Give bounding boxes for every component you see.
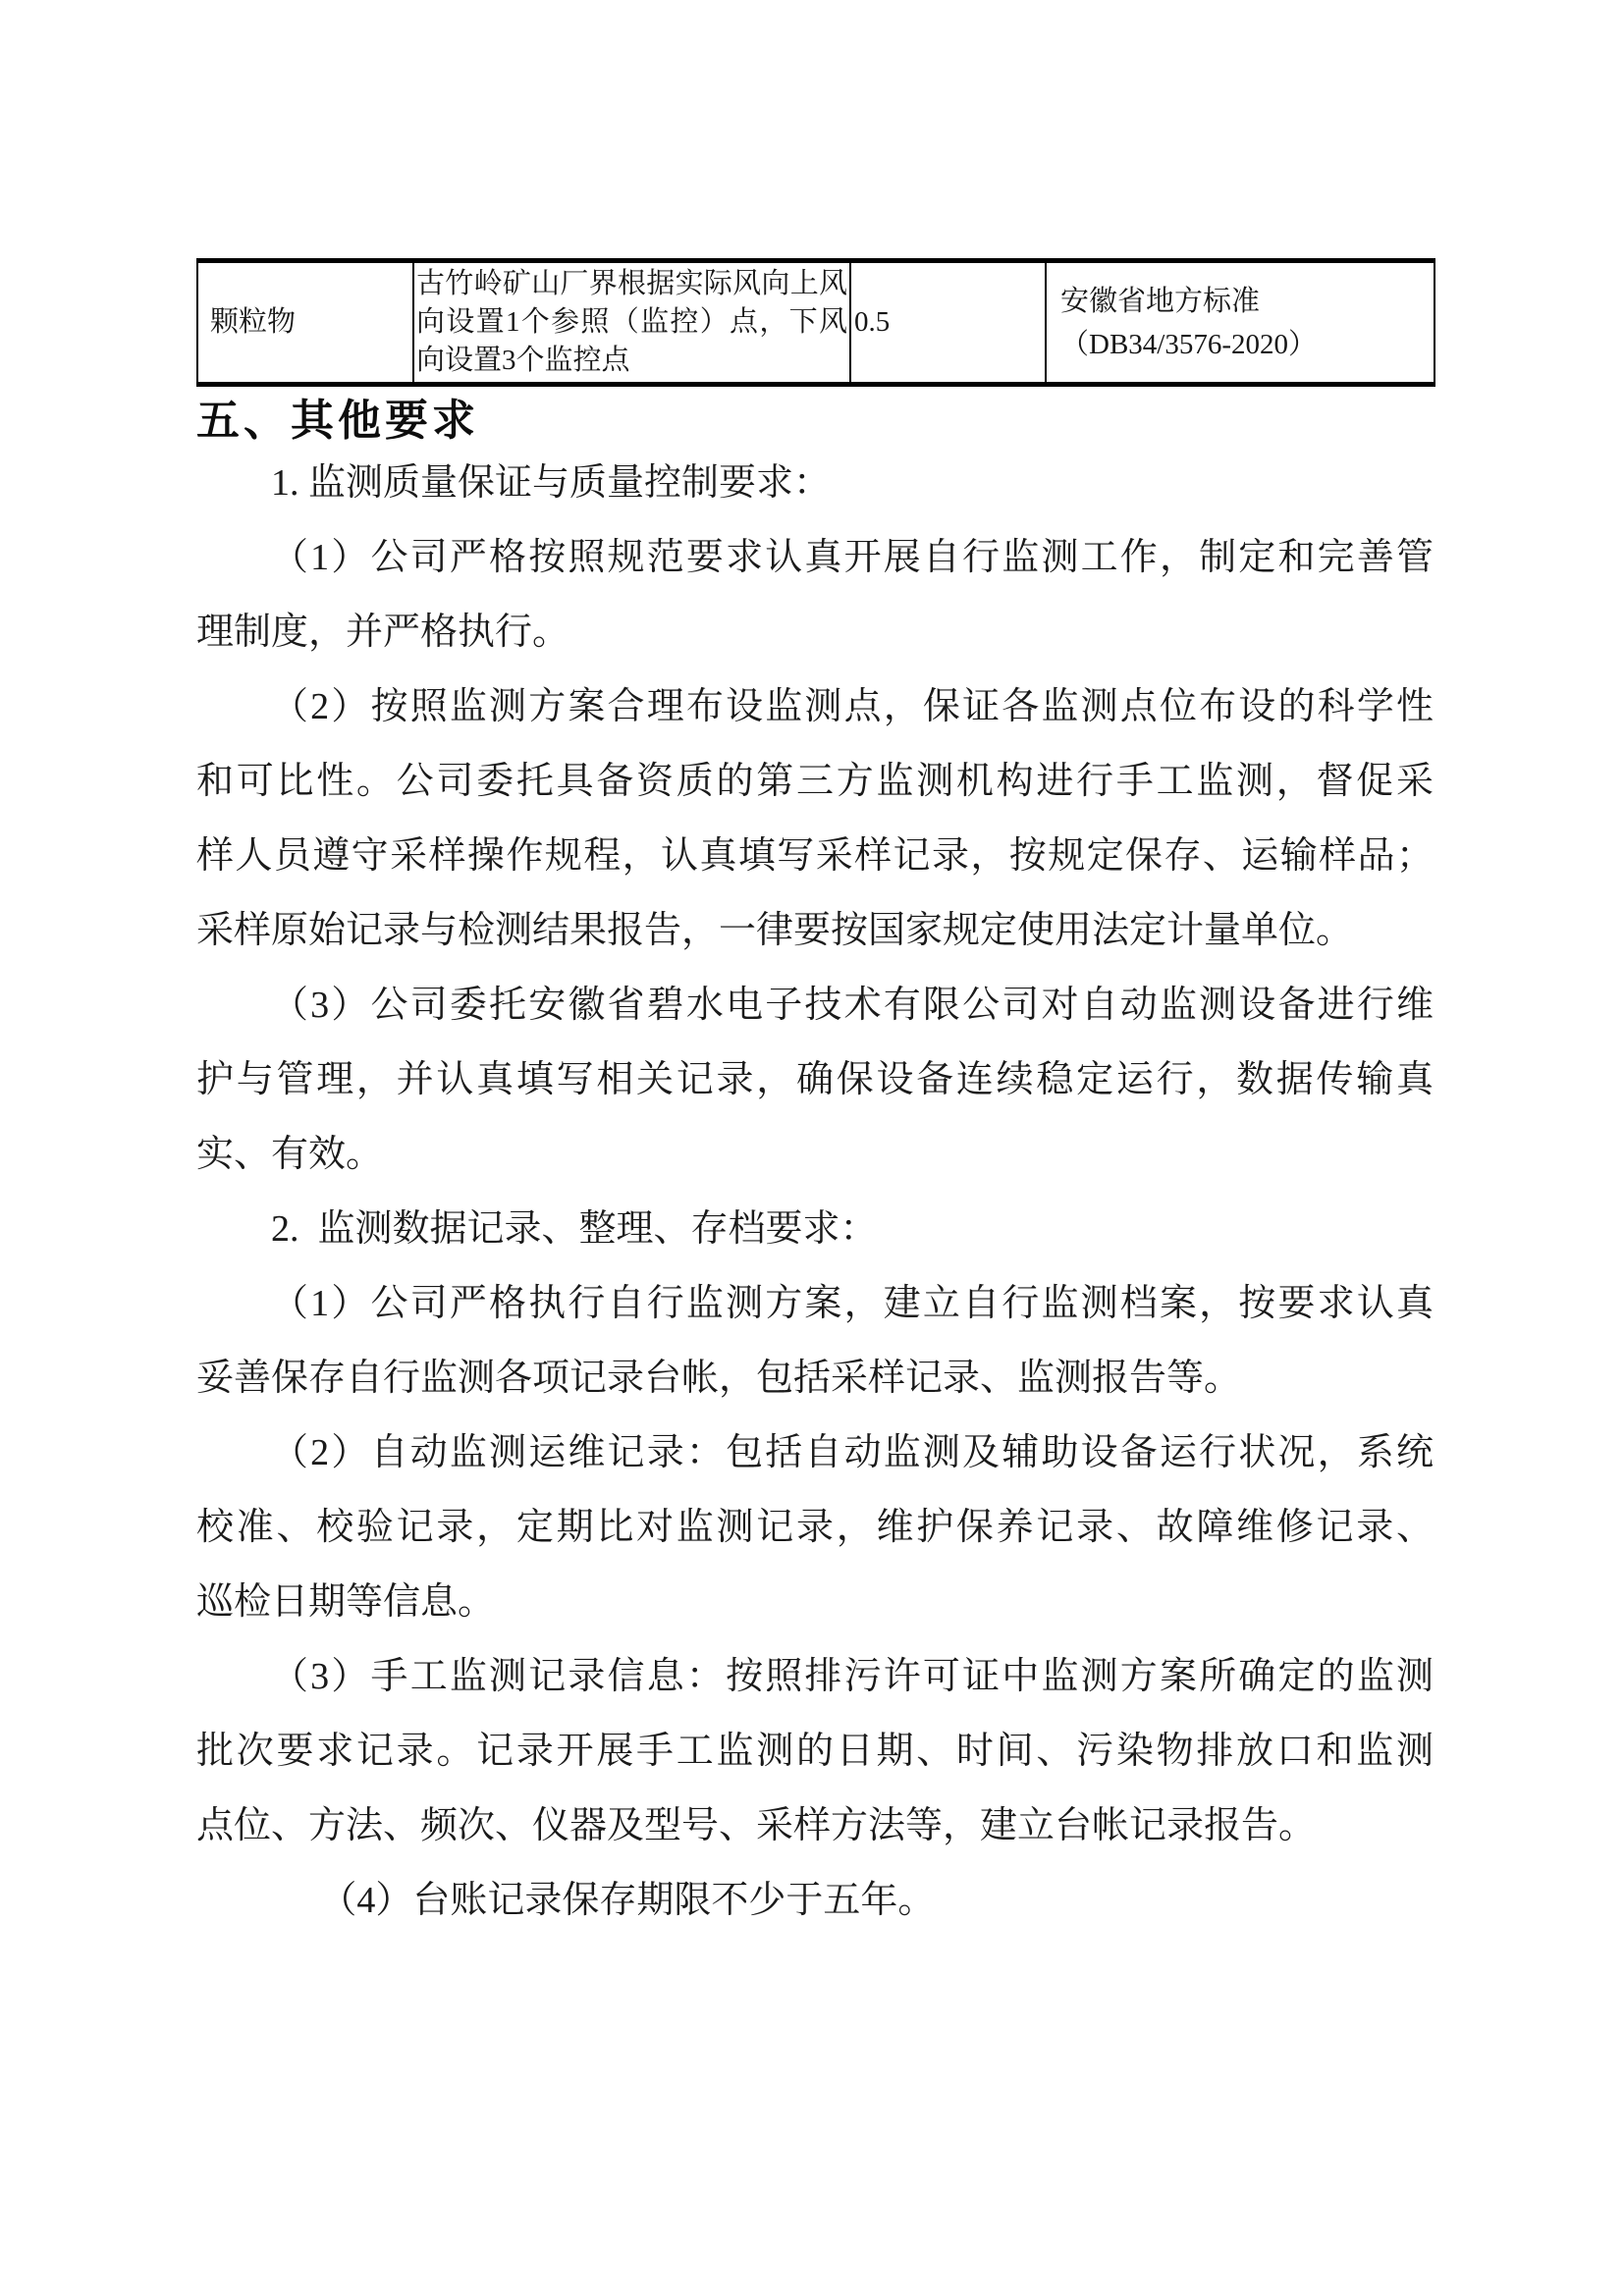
- text-line: 样人员遵守采样操作规程，认真填写采样记录，按规定保存、运输样品；: [196, 835, 1434, 877]
- text-line: 妥善保存自行监测各项记录台帐，包括采样记录、监测报告等。: [196, 1358, 1242, 1399]
- text-line: （2）按照监测方案合理布设监测点，保证各监测点位布设的科学性: [271, 686, 1434, 727]
- text-line: （3）公司委托安徽省碧水电子技术有限公司对自动监测设备进行维: [271, 985, 1434, 1026]
- text-line: 2. 监测数据记录、整理、存档要求：: [271, 1208, 878, 1250]
- monitoring-points-cell: 古竹岭矿山厂界根据实际风向上风向设置1个参照（监控）点，下风向设置3个监控点: [413, 261, 850, 385]
- text-line: 点位、方法、频次、仪器及型号、采样方法等，建立台帐记录报告。: [196, 1805, 1317, 1846]
- table-row: [197, 261, 1435, 385]
- text-line: 采样原始记录与检测结果报告，一律要按国家规定使用法定计量单位。: [196, 910, 1354, 951]
- text-line: 校准、校验记录，定期比对监测记录，维护保养记录、故障维修记录、: [196, 1507, 1434, 1548]
- text-line: 实、有效。: [196, 1134, 384, 1175]
- text-line: 批次要求记录。记录开展手工监测的日期、时间、污染物排放口和监测: [196, 1731, 1434, 1772]
- text-line: （4）台账记录保存期限不少于五年。: [319, 1880, 936, 1921]
- text-line: 理制度，并严格执行。: [196, 612, 570, 653]
- text-line: 护与管理，并认真填写相关记录，确保设备连续稳定运行，数据传输真: [196, 1059, 1434, 1100]
- text-line: （2）自动监测运维记录：包括自动监测及辅助设备运行状况，系统: [271, 1432, 1434, 1473]
- text-line: 巡检日期等信息。: [196, 1581, 496, 1623]
- standard-cell: [1046, 261, 1435, 385]
- text-line: （1）公司严格按照规范要求认真开展自行监测工作，制定和完善管: [271, 537, 1434, 578]
- standard-line-2: （DB34/3576-2020）: [1060, 328, 1318, 360]
- pollutant-cell: 颗粒物: [197, 261, 413, 385]
- frequency-value-cell: 0.5: [850, 261, 1046, 385]
- text-line: （1）公司严格执行自行监测方案，建立自行监测档案，按要求认真: [271, 1283, 1434, 1324]
- body-text: [196, 446, 1434, 1938]
- text-line: （3）手工监测记录信息：按照排污许可证中监测方案所确定的监测: [271, 1656, 1434, 1697]
- text-line: 和可比性。公司委托具备资质的第三方监测机构进行手工监测，督促采: [196, 761, 1434, 802]
- section-heading: 五、其他要求: [196, 397, 479, 445]
- text-line: 1. 监测质量保证与质量控制要求：: [271, 462, 832, 504]
- standard-line-1: 安徽省地方标准: [1060, 285, 1261, 317]
- monitoring-table: [196, 258, 1435, 387]
